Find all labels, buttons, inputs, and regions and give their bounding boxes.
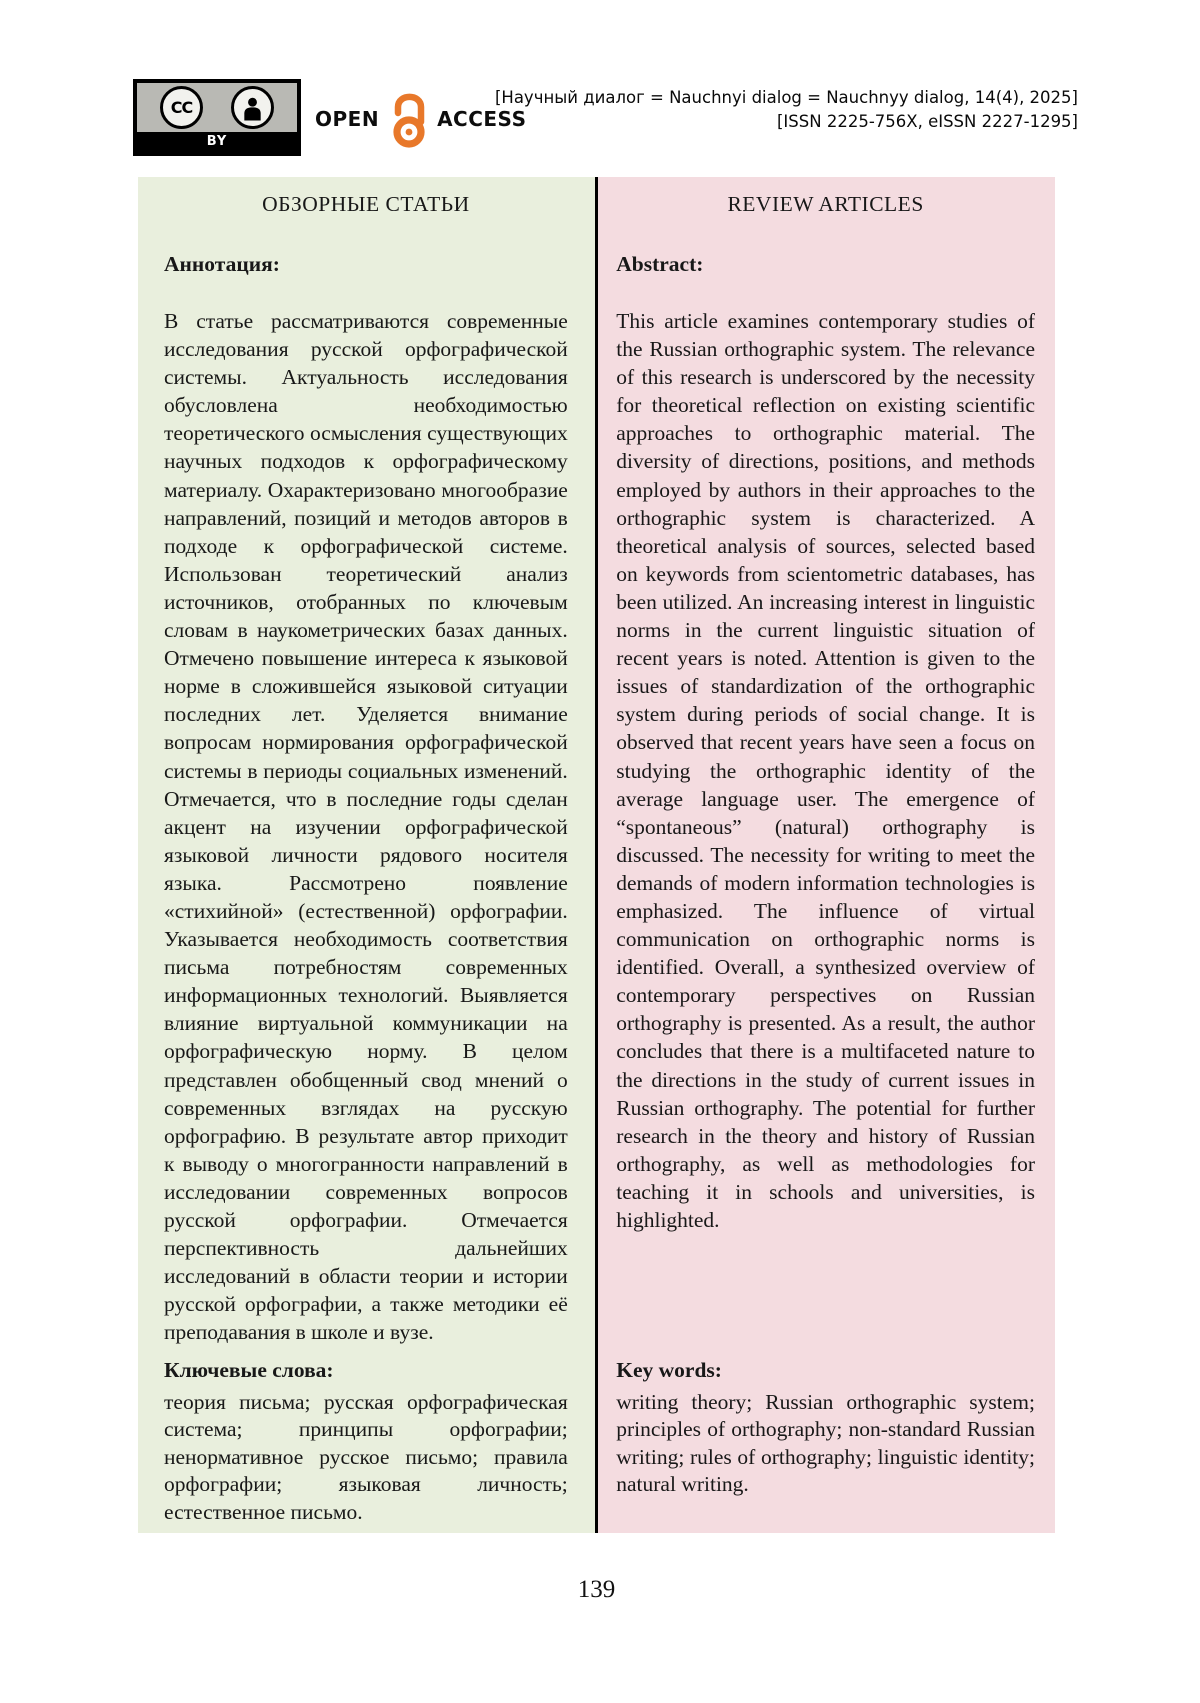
open-access-open-label: OPEN (315, 107, 380, 131)
cc-by-badge (133, 79, 301, 156)
open-access-access-label: ACCESS (437, 107, 527, 131)
section-title-russian: ОБЗОРНЫЕ СТАТЬИ (262, 192, 470, 216)
abstract-text-english: This article examines contemporary studies of the Russian orthographic system. The relevance of this research is underscored by the necessity for theoretical reflection on existing scientific approaches to orthographic material. The diversity of directions, positions, and methods employed by authors in their approaches to the orthographic system is characterized. A theoretical analysis of sources, selected based on keywords from scientometric databases, has been utilized. An increasing interest in linguistic norms in the current linguistic situation of recent years is noted. Attention is given to the issues of standardization of the orthographic system during periods of social change. It is observed that recent years have seen a focus on studying the orthographic identity of the average language user. The emergence of “spontaneous” (natural) orthography is discussed. The necessity for writing to meet the demands of modern information technologies is emphasized. The influence of virtual communication on orthographic norms is identified. Overall, a synthesized overview of contemporary perspectives on Russian orthography is presented. As a result, the author concludes that there is a multifaceted nature to the directions in the study of current issues in Russian orthography. The potential for further research in the theory and history of Russian orthography, as well as methodologies for teaching it in schools and universities, is highlighted. (616, 309, 1035, 1232)
cc-badge-icons (137, 83, 297, 132)
cc-by-strip: BY (137, 132, 297, 152)
keywords-text-english: writing theory; Russian orthographic system; principles of orthography; non-standard Russian writing; rules of orthography; linguistic identity; natural writing. (616, 1390, 1035, 1497)
journal-reference-line1: [Научный диалог = Nauchnyi dialog = Nauchnyy dialog, 14(4), 2025] (494, 88, 1078, 107)
abstract-label-english: Abstract: (616, 252, 704, 276)
abstract-label-russian: Аннотация: (164, 252, 280, 276)
column-english (598, 177, 1055, 1533)
cc-icon (160, 86, 203, 129)
keywords-label-russian: Ключевые слова: (164, 1358, 334, 1382)
section-title-english: REVIEW ARTICLES (727, 192, 924, 216)
journal-reference (495, 86, 1078, 133)
journal-reference-line2: [ISSN 2225-756X, eISSN 2227-1295] (777, 111, 1078, 131)
person-icon (240, 95, 265, 121)
page-number: 139 (577, 1576, 616, 1603)
abstract-text-russian: В статье рассматриваются современные исследования русской орфографической системы. Актуальность исследования обусловлена необходимостью теоретического осмысления существующих научных подходов к орфографическому материалу. Охарактеризовано многообразие направлений, позиций и методов авторов в подходе к орфографической системе. Использован теоретический анализ источников, отобранных по ключевым словам в наукометрических базах данных. Отмечено повышение интереса к языковой норме в сложившейся языковой ситуации последних лет. Уделяется внимание вопросам нормирования орфографической системы в периоды социальных изменений. Отмечается, что в последние годы сделан акцент на изучении орфографической языковой личности рядового носителя языка. Рассмотрено появление «стихийной» (естественной) орфографии. Указывается необходимость соответствия письма потребностям современных информационных технологий. Выявляется влияние виртуальной коммуникации на орфографическую норму. В целом представлен обобщенный свод мнений о современных взглядах на русскую орфографию. В результате автор приходит к выводу о многогранности направлений в исследовании современных вопросов русской орфографии. Отмечается перспективность дальнейших исследований в области теории и истории русской орфографии, а также методики её преподавания в школе и вузе. (164, 309, 568, 1345)
keywords-label-english: Key words: (616, 1358, 722, 1382)
abstract-panel (138, 177, 1055, 1533)
cc-icon-label: CC (170, 98, 193, 117)
open-lock-icon (386, 90, 430, 148)
keywords-text-russian: теория письма; русская орфографическая система; принципы орфографии; ненормативное русское письмо; правила орфографии; языковая личность; естественное письмо. (164, 1390, 568, 1524)
column-russian (138, 177, 595, 1533)
attribution-person-icon (231, 86, 274, 129)
